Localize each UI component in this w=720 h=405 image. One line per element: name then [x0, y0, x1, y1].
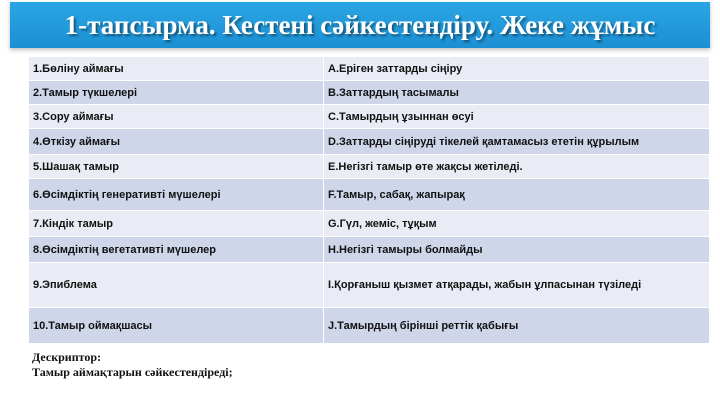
table-row [29, 57, 710, 81]
table-cell-definition: С.Тамырдың ұзыннан өсуі [324, 105, 710, 129]
table-cell-term: 4.Өткізу аймағы [29, 129, 324, 155]
table-row [29, 81, 710, 105]
table-row [29, 105, 710, 129]
title-banner [10, 2, 710, 48]
table-cell-definition: Е.Негізгі тамыр өте жақсы жетіледі. [324, 155, 710, 179]
table-cell-definition: D.Заттарды сіңіруді тікелей қамтамасыз ететін құрылым [324, 129, 710, 155]
table-row [29, 211, 710, 237]
table-row [29, 179, 710, 211]
table-row [29, 237, 710, 263]
table-cell-term: 7.Кіндік тамыр [29, 211, 324, 237]
descriptor-label: Дескриптор: [32, 350, 102, 364]
descriptor-block [32, 350, 233, 380]
table-cell-definition: J.Тамырдың бірінші реттік қабығы [324, 308, 710, 344]
table-cell-definition: А.Еріген заттарды сіңіру [324, 57, 710, 81]
table-cell-definition: H.Негізгі тамыры болмайды [324, 237, 710, 263]
table-row [29, 155, 710, 179]
table-cell-term: 2.Тамыр түкшелері [29, 81, 324, 105]
table-cell-term: 1.Бөліну аймағы [29, 57, 324, 81]
matching-table [28, 56, 710, 344]
table-row [29, 263, 710, 308]
table-cell-term: 9.Эпиблема [29, 263, 324, 308]
table-cell-term: 8.Өсімдіктің вегетативті мүшелер [29, 237, 324, 263]
descriptor-text: Тамыр аймақтарын сәйкестендіреді; [32, 365, 233, 379]
table-cell-term: 6.Өсімдіктің генеративті мүшелері [29, 179, 324, 211]
table-cell-term: 3.Сору аймағы [29, 105, 324, 129]
page-title: 1-тапсырма. Кестені сәйкестендіру. Жеке жұмыс [64, 9, 656, 40]
table-row [29, 308, 710, 344]
table-cell-definition: G.Гүл, жеміс, тұқым [324, 211, 710, 237]
table-cell-definition: I.Қорғаныш қызмет атқарады, жабын ұлпасынан түзіледі [324, 263, 710, 308]
table-cell-definition: F.Тамыр, сабақ, жапырақ [324, 179, 710, 211]
table-cell-term: 10.Тамыр оймақшасы [29, 308, 324, 344]
table-cell-definition: В.Заттардың тасымалы [324, 81, 710, 105]
table-row [29, 129, 710, 155]
table-cell-term: 5.Шашақ тамыр [29, 155, 324, 179]
